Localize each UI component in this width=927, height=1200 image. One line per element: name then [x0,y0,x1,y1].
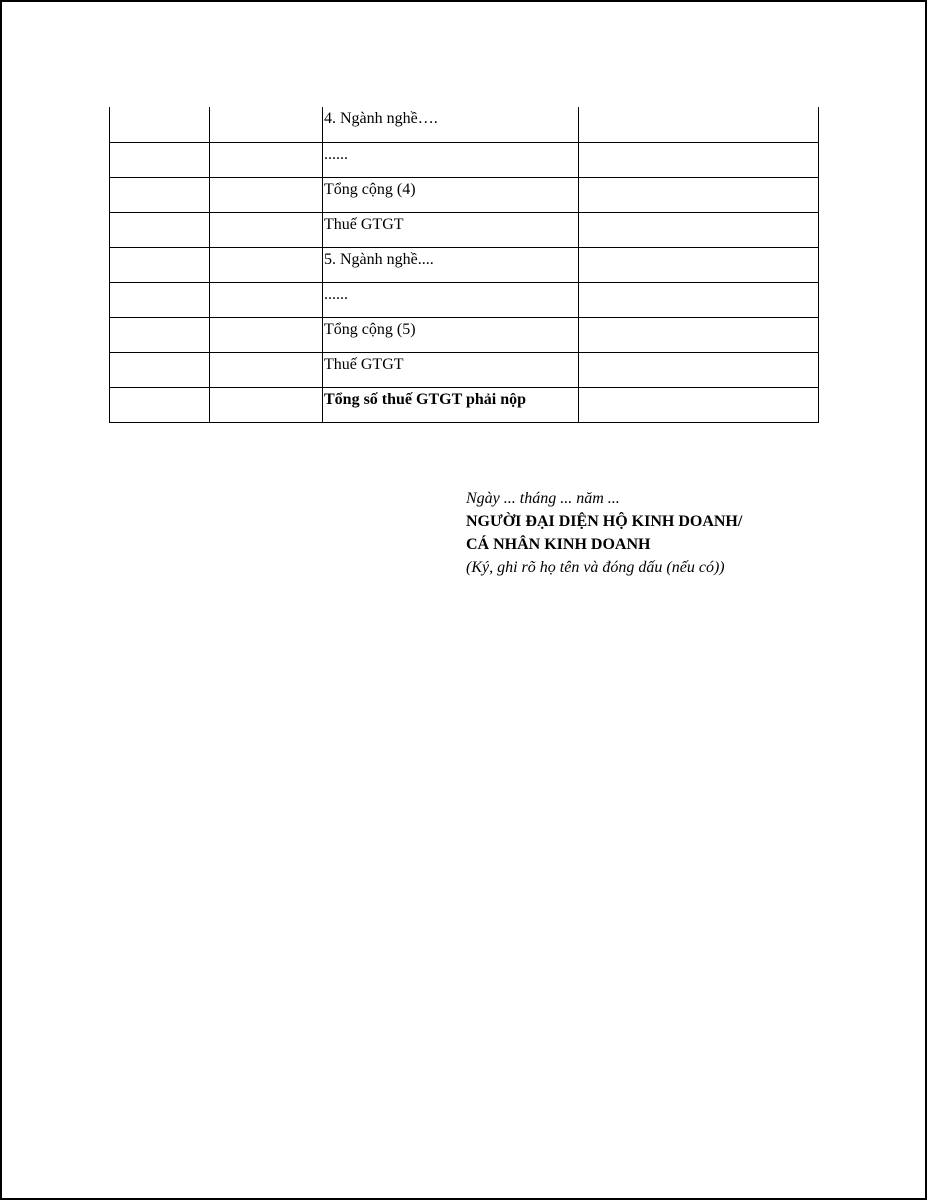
empty-cell [210,177,323,212]
signature-title-line-2: CÁ NHÂN KINH DOANH [466,536,651,553]
row-label-cell: Tổng cộng (5) [323,317,579,352]
empty-cell [579,107,819,142]
empty-cell [110,107,210,142]
table-row [110,352,819,387]
row-label-cell: Thuế GTGT [323,352,579,387]
empty-cell [110,142,210,177]
table-row [110,142,819,177]
empty-cell [110,387,210,422]
empty-cell [579,282,819,317]
empty-cell [579,142,819,177]
tax-declaration-table [109,107,819,423]
empty-cell [110,177,210,212]
table-row [110,282,819,317]
empty-cell [579,317,819,352]
empty-cell [210,387,323,422]
signature-title-line-1: NGƯỜI ĐẠI DIỆN HỘ KINH DOANH/ [466,513,743,530]
empty-cell [110,247,210,282]
table-row [110,107,819,142]
row-label-cell: Thuế GTGT [323,212,579,247]
table-body [110,107,819,422]
empty-cell [110,282,210,317]
signature-instruction: (Ký, ghi rõ họ tên và đóng dấu (nếu có)) [466,559,725,576]
empty-cell [579,212,819,247]
row-label-cell: 4. Ngành nghề…. [323,107,579,142]
signature-date-line: Ngày ... tháng ... năm ... [466,490,620,507]
empty-cell [210,282,323,317]
row-label-cell: 5. Ngành nghề.... [323,247,579,282]
table-row [110,317,819,352]
empty-cell [210,107,323,142]
table-row [110,387,819,422]
empty-cell [579,177,819,212]
row-label-cell: ...... [323,282,579,317]
empty-cell [579,247,819,282]
empty-cell [110,352,210,387]
table-row [110,177,819,212]
signature-block [466,487,742,579]
empty-cell [110,317,210,352]
table-row [110,247,819,282]
empty-cell [210,247,323,282]
row-label-cell: Tổng cộng (4) [323,177,579,212]
empty-cell [579,352,819,387]
empty-cell [210,352,323,387]
empty-cell [210,317,323,352]
row-label-cell: ...... [323,142,579,177]
empty-cell [210,142,323,177]
empty-cell [110,212,210,247]
empty-cell [579,387,819,422]
row-label-cell: Tổng số thuế GTGT phải nộp [323,387,579,422]
table-row [110,212,819,247]
empty-cell [210,212,323,247]
